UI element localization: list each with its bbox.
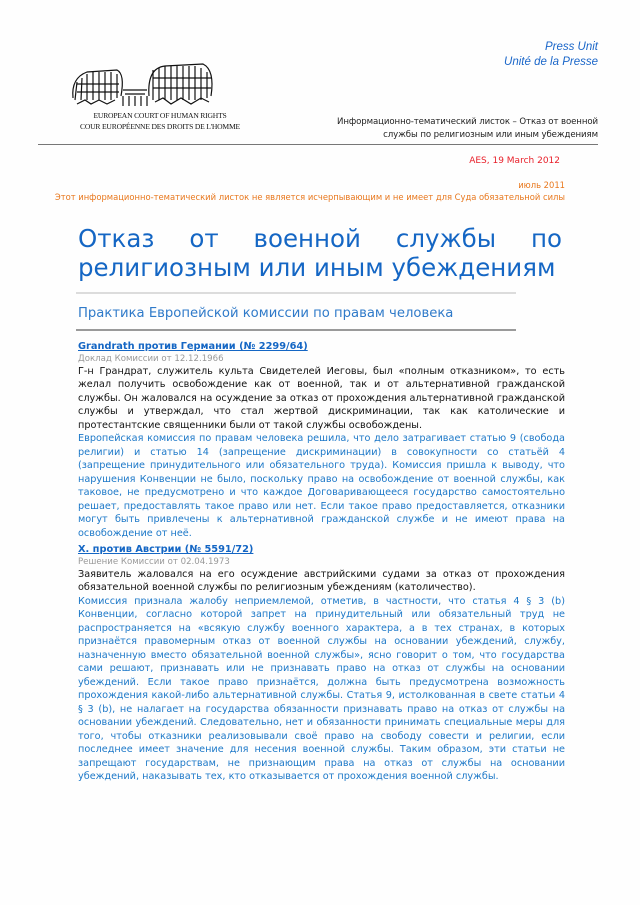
title-line-2: религиозным или иным убеждениям — [78, 253, 556, 282]
disclaimer-date: июль 2011 — [518, 180, 565, 190]
press-unit-block — [504, 40, 598, 70]
header-divider — [38, 144, 598, 145]
case-entry — [78, 340, 565, 540]
title-word: от — [189, 224, 219, 253]
title-word: Отказ — [78, 224, 155, 253]
case-link-x-austria[interactable]: X. против Австрии (№ 5591/72) — [78, 544, 254, 555]
case-meta: Доклад Комиссии от 12.12.1966 — [78, 353, 224, 364]
case-meta: Решение Комиссии от 02.04.1973 — [78, 556, 230, 567]
court-name-fr: COUR EUROPÉENNE DES DROITS DE L'HOMME — [80, 122, 240, 131]
case-list — [78, 336, 565, 784]
disclaimer-text: Этот информационно-тематический листок не является исчерпывающим и не имеет для Суда обязательной силы — [54, 191, 565, 202]
case-facts: Заявитель жаловался на его осуждение австрийскими судами за отказ от прохождения обязательной военной службы по религиозным убеждениям (католичество). — [78, 568, 565, 593]
case-ruling: Европейская комиссия по правам человека решила, что дело затрагивает статью 9 (свобода религии) и статью 14 (запрещение дискриминации) в совокупности со статьёй 4 (запрещение принудительного или обязательного труда). Комиссия пришла к выводу, что нарушения Конвенции не было, поскольку право на освобождение от военной службы, как таковое, не предусмотрено и что каждое Договаривающееся государство самостоятельно решает, предоставлять такое право или нет. Если такое право предоставляется, отказники могут быть привлечены к альтернативной гражданской службе и не имеют права на освобождение от неё. — [78, 433, 565, 539]
disclaimer-block — [45, 180, 565, 203]
press-unit-label: Press Unit — [544, 41, 598, 53]
title-word: по — [530, 224, 562, 253]
title-underline — [76, 292, 516, 294]
title-word: службы — [395, 224, 497, 253]
court-logo — [40, 60, 280, 132]
case-link-grandrath[interactable]: Grandrath против Германии (№ 2299/64) — [78, 341, 308, 352]
page-title — [78, 224, 562, 282]
court-name-en: EUROPEAN COURT OF HUMAN RIGHTS — [93, 111, 227, 120]
section-underline — [76, 329, 516, 331]
press-unit-fr-label: Unité de la Presse — [504, 56, 598, 68]
title-word: военной — [253, 224, 361, 253]
subject-line-1: Информационно-тематический листок – Отказ от военной — [337, 117, 598, 127]
case-facts: Г-н Грандрат, служитель культа Свидетелей Иеговы, был «полным отказником», то есть желал получить освобождение как от военной, так и от альтернативной гражданской службы. Он жаловался на осуждение за отказ от прохождения альтернативной гражданской службы и утверждал, что стал жертвой дискриминации, так как католические и протестантские священники были от такой службы освобождены. — [78, 365, 565, 431]
court-building-icon — [65, 60, 225, 108]
received-stamp: AES, 19 March 2012 — [469, 156, 560, 166]
factsheet-subject — [278, 116, 598, 142]
section-heading: Практика Европейской комиссии по правам человека — [78, 306, 454, 321]
case-entry — [78, 543, 565, 784]
subject-line-2: службы по религиозным или иным убеждениям — [383, 130, 598, 140]
title-line-1 — [78, 224, 562, 253]
case-ruling: Комиссия признала жалобу неприемлемой, отметив, в частности, что статья 4 § 3 (b) Конвенции, согласно которой запрет на принудительный или обязательный труд не распространяется на «всякую службу военного характера, а в тех странах, в которых признаётся правомерным отказ от военной службы на основании убеждений, службу, назначенную вместо обязательной военной службы», ясно говорит о том, что государства сами решают, признавать или не признавать право на отказ от службы на основании убеждений. Если такое право признаётся, должна быть предусмотрена возможность прохождения какой-либо альтернативной службы. Статья 9, истолкованная в свете статьи 4 § 3 (b), не налагает на государства обязанности признавать право на отказ от службы на основании убеждений. Следовательно, нет и обязанности принимать специальные меры для того, чтобы отказники реализовывали своё право на свободу совести и религии, если последнее имеет значение для несения военной службы. Таким образом, эти статьи не запрещают государствам, не признающим права на отказ от службы на основании убеждений, наказывать тех, кто отказывается от прохождения военной службы. — [78, 595, 565, 782]
